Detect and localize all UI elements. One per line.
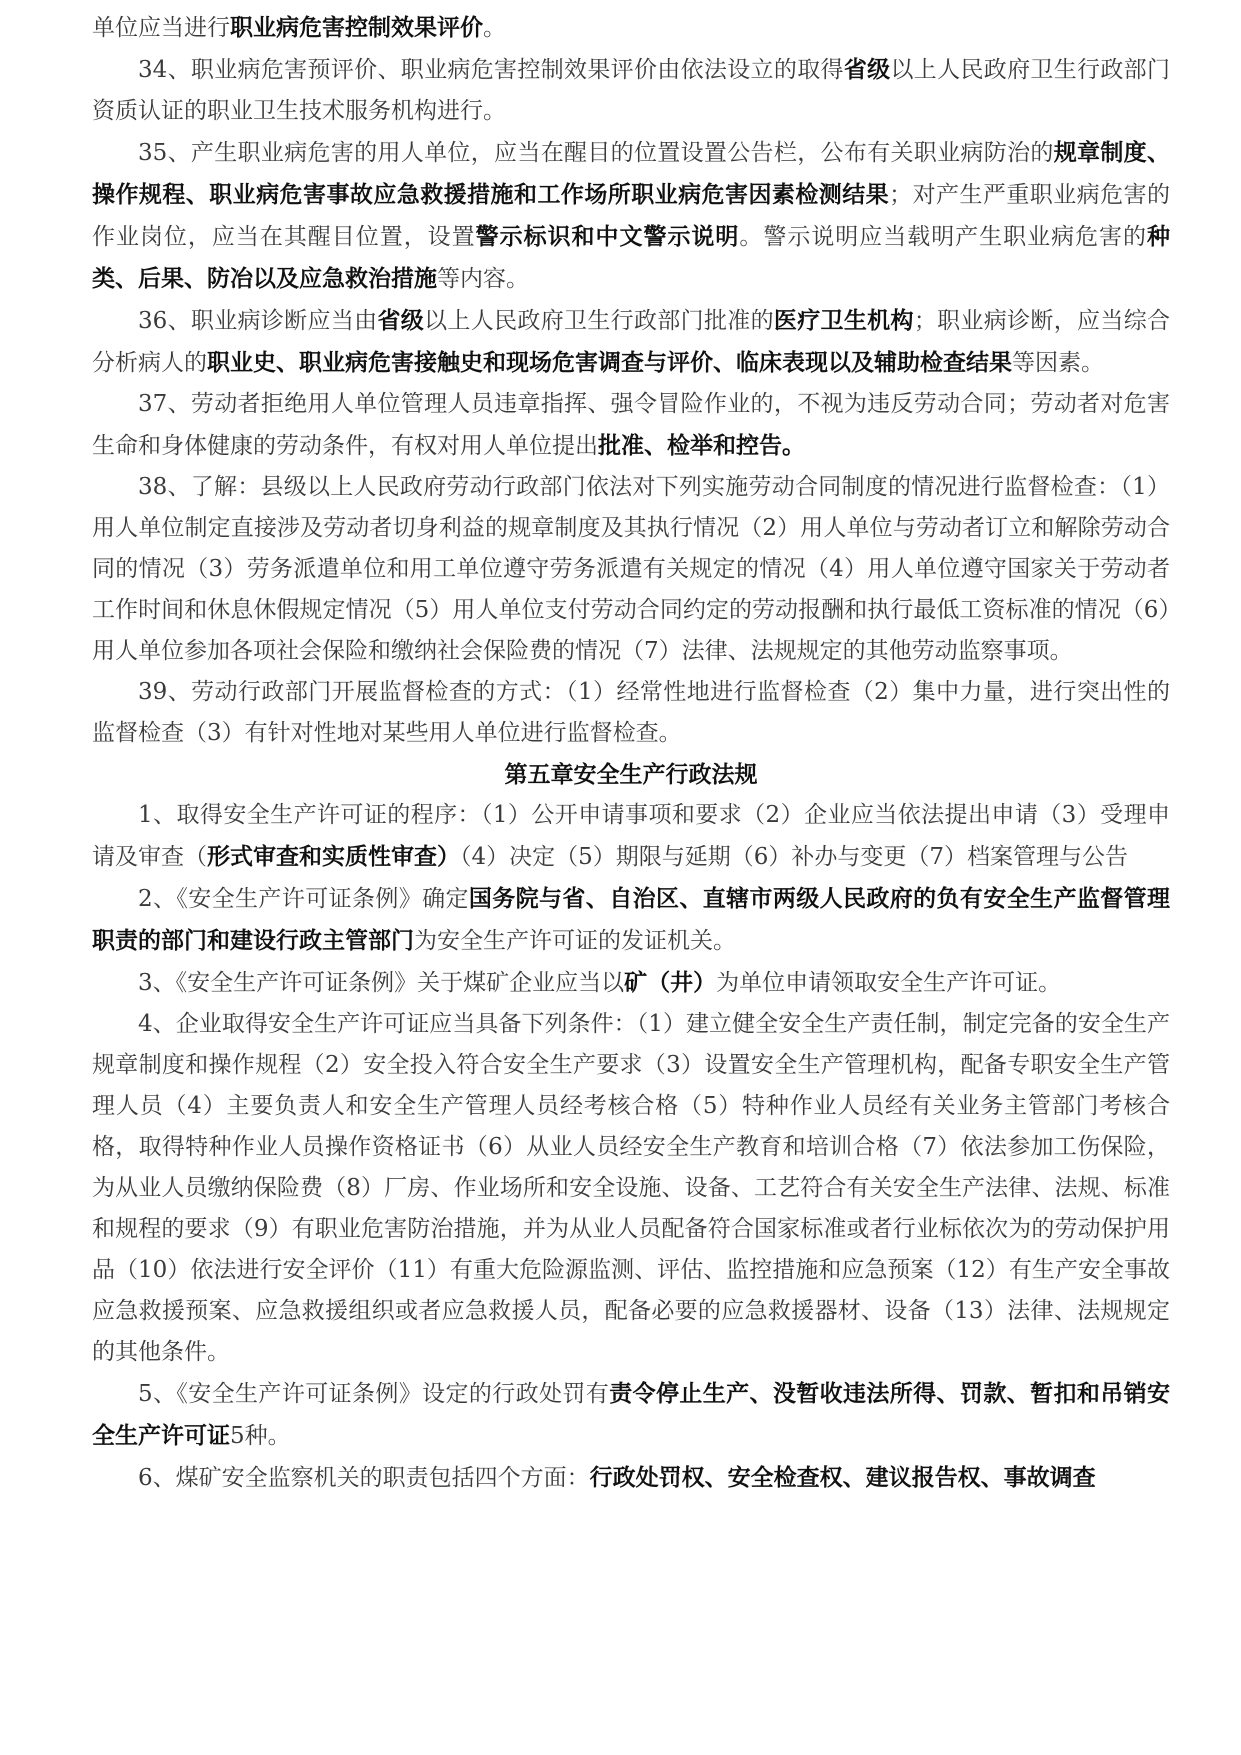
paragraph-ch5-4: 4、企业取得安全生产许可证应当具备下列条件：（1）建立健全安全生产责任制，制定完备的安全生产规章制度和操作规程（2）安全投入符合安全生产要求（3）设置安全生产管理机构，配备专职安全生产管理人员（4）主要负责人和安全生产管理人员经考核合格（5）特种作业人员经有关业务主管部门考核合格，取得特种作业人员操作资格证书（6）从业人员经安全生产教育和培训合格（7）依法参加工伤保险，为从业人员缴纳保险费（8）厂房、作业场所和安全设施、设备、工艺符合有关安全生产法律、法规、标准和规程的要求（9）有职业危害防治措施，并为从业人员配备符合国家标准或者行业标依次为的劳动保护用品（10）依法进行安全评价（11）有重大危险源监测、评估、监控措施和应急预案（12）有生产安全事故应急救援预案、应急救援组织或者应急救援人员，配备必要的应急救援器材、设备（13）法律、法规规定的其他条件。	[92, 1011, 1170, 1365]
paragraph-38: 38、了解：县级以上人民政府劳动行政部门依法对下列实施劳动合同制度的情况进行监督检查：（1）用人单位制定直接涉及劳动者切身利益的规章制度及其执行情况（2）用人单位与劳动者订立和解除劳动合同的情况（3）劳务派遣单位和用工单位遵守劳务派遣有关规定的情况（4）用人单位遵守国家关于劳动者工作时间和休息休假规定情况（5）用人单位支付劳动合同约定的劳动报酬和执行最低工资标准的情况（6）用人单位参加各项社会保险和缴纳社会保险费的情况（7）法律、法规规定的其他劳动监察事项。	[92, 474, 1170, 664]
paragraph-37: 37、劳动者拒绝用人单位管理人员违章指挥、强令冒险作业的，不视为违反劳动合同；劳动者对危害生命和身体健康的劳动条件，有权对用人单位提出批准、检举和控告。	[92, 391, 1170, 459]
paragraph-ch5-2: 2、《安全生产许可证条例》确定国务院与省、自治区、直辖市两级人民政府的负有安全生产监督管理职责的部门和建设行政主管部门为安全生产许可证的发证机关。	[92, 885, 1171, 954]
paragraph-ch5-6: 6、煤矿安全监察机关的职责包括四个方面：行政处罚权、安全检查权、建议报告权、事故调查	[138, 1464, 1096, 1491]
paragraph-34: 34、职业病危害预评价、职业病危害控制效果评价由依法设立的取得省级以上人民政府卫生行政部门资质认证的职业卫生技术服务机构进行。	[92, 56, 1170, 124]
paragraph-35: 35、产生职业病危害的用人单位，应当在醒目的位置设置公告栏，公布有关职业病防治的规章制度、操作规程、职业病危害事故应急救援措施和工作场所职业病危害因素检测结果；对产生严重职业病危害的作业岗位，应当在其醒目位置，设置警示标识和中文警示说明。警示说明应当载明产生职业病危害的种类、后果、防冶以及应急救治措施等内容。	[92, 139, 1171, 292]
document-body	[92, 7, 1170, 1499]
paragraph-ch5-3: 3、《安全生产许可证条例》关于煤矿企业应当以矿（井）为单位申请领取安全生产许可证。	[138, 969, 1062, 996]
paragraph-continuation: 单位应当进行职业病危害控制效果评价。	[92, 14, 506, 41]
paragraph-36: 36、职业病诊断应当由省级以上人民政府卫生行政部门批准的医疗卫生机构；职业病诊断，应当综合分析病人的职业史、职业病危害接触史和现场危害调查与评价、临床表现以及辅助检查结果等因素。	[92, 307, 1171, 376]
chapter-heading: 第五章安全生产行政法规	[504, 761, 758, 788]
paragraph-39: 39、劳动行政部门开展监督检查的方式：（1）经常性地进行监督检查（2）集中力量，进行突出性的监督检查（3）有针对性地对某些用人单位进行监督检查。	[92, 679, 1170, 746]
paragraph-ch5-5: 5、《安全生产许可证条例》设定的行政处罚有责令停止生产、没暂收违法所得、罚款、暂扣和吊销安全生产许可证5种。	[92, 1380, 1171, 1449]
paragraph-ch5-1: 1、取得安全生产许可证的程序：（1）公开申请事项和要求（2）企业应当依法提出申请（3）受理申请及审查（形式审查和实质性审查）（4）决定（5）期限与延期（6）补办与变更（7）档案管理与公告	[92, 802, 1170, 870]
